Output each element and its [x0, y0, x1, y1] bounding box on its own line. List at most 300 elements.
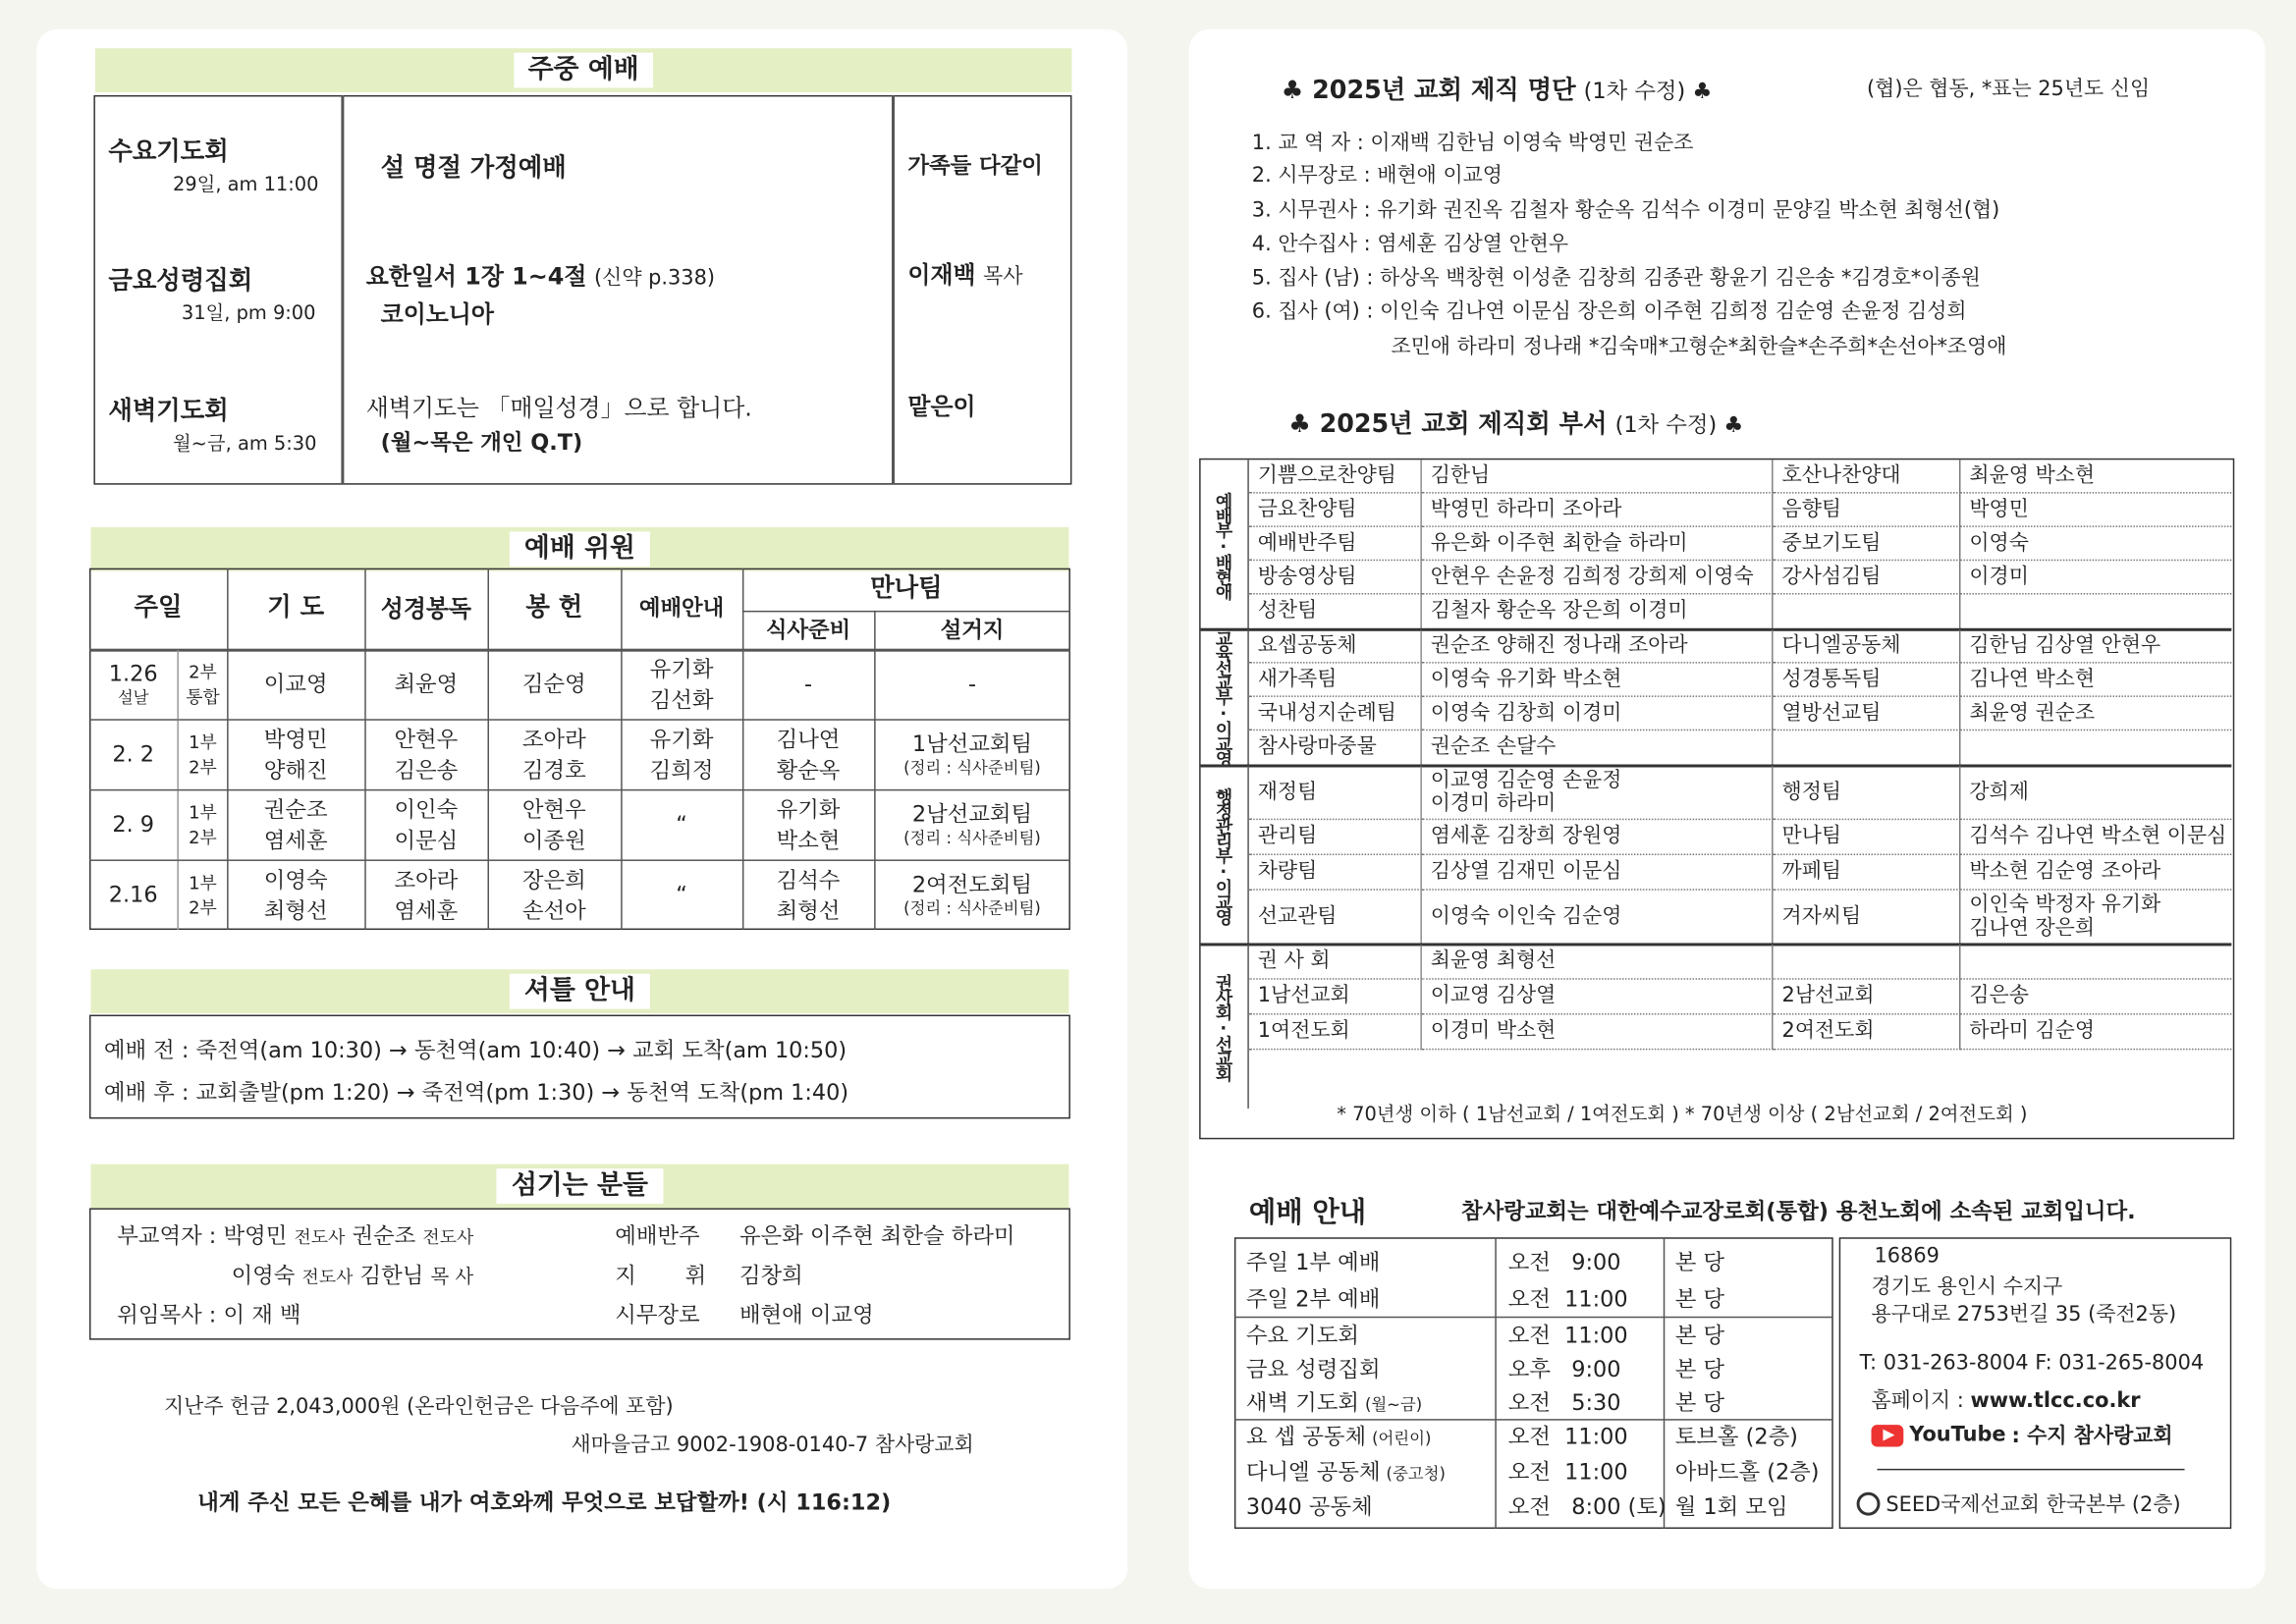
shuttle-title: 셔틀 안내	[510, 974, 650, 1009]
service-note: (월~금)	[1364, 1395, 1423, 1415]
offering: 안현우	[521, 796, 586, 824]
row-dishes	[874, 790, 1070, 859]
row-date	[89, 721, 177, 789]
meal: -	[803, 671, 813, 698]
dept-cell-text: 성찬팀	[1257, 599, 1318, 623]
divider	[892, 95, 894, 485]
dept-cell	[1774, 494, 1961, 527]
row-date	[89, 790, 177, 859]
row-meal	[742, 721, 874, 789]
dept-cell-text: 성경통독팀	[1781, 668, 1882, 691]
vline	[1664, 1237, 1665, 1529]
fri-name: 금요성령집회	[108, 266, 253, 297]
dept-cell	[1960, 820, 2231, 855]
dept-cell	[1422, 766, 1774, 820]
dept-cell-text: 국내성지순례팀	[1257, 701, 1396, 726]
dept-cell-text: 김한님	[1430, 463, 1491, 488]
service-name	[1246, 1282, 1380, 1313]
meal: 최형선	[776, 896, 841, 924]
row-meal	[742, 650, 874, 719]
prayer: 염세훈	[263, 826, 328, 853]
row-meal	[742, 790, 874, 859]
contact-divider	[1877, 1469, 2184, 1470]
reading: 이인숙	[394, 796, 459, 824]
row-meal	[742, 861, 874, 930]
seed-line	[1857, 1489, 2181, 1519]
guide: 유기화	[649, 727, 714, 753]
service-label: 주일 2부 예배	[1245, 1285, 1381, 1313]
roster-line: 3. 시무권사 : 유기화 권진옥 김철자 황순옥 김석수 이경미 문양길 박소현 최형선(협)	[1251, 198, 2000, 223]
wed-name: 수요기도회	[108, 137, 229, 168]
service-label: 금요 성령집회	[1245, 1356, 1381, 1382]
dept-cell	[1960, 945, 2231, 980]
dept-cell	[1960, 460, 2231, 493]
dept-cell-text: 유은화 이주현 최한슬 하라미	[1430, 531, 1688, 556]
dept-cell-text: 이인숙 박정자 유기화 김나연 장은희	[1969, 893, 2161, 941]
service: 통합	[186, 685, 220, 707]
dept-cell-text: 박영민	[1969, 498, 2029, 521]
dept-cell-text: 김철자 황순옥 장은희 이경미	[1430, 599, 1688, 623]
row-services	[177, 650, 227, 719]
prayer: 박영민	[263, 727, 328, 753]
dept-cell-text: 기쁨으로찬양팀	[1257, 463, 1396, 488]
roster-line: 조민애 하라미 정나래 *김숙매*고형순*최한슬*손주희*손선아*조영애	[1391, 335, 2007, 359]
dept-cell-text: 이영숙 유기화 박소현	[1430, 668, 1622, 691]
service-time: 오전 11:00	[1507, 1458, 1628, 1486]
row-dishes	[874, 861, 1070, 930]
reading: 최윤영	[394, 671, 459, 698]
dept-cell-text: 이경미	[1969, 565, 2029, 589]
row-services	[177, 861, 227, 930]
dept-cell	[1249, 980, 1422, 1015]
cond-label: 지 휘	[615, 1262, 707, 1289]
dept-cell-text: 겨자씨팀	[1781, 904, 1862, 929]
elder: 배현애 이교영	[738, 1301, 874, 1328]
dept-cell-text: 다니엘공동체	[1781, 633, 1901, 658]
service-name	[1246, 1353, 1381, 1383]
offering: 장은희	[521, 867, 586, 894]
dept-cell	[1249, 891, 1422, 945]
service: 2부	[189, 896, 217, 918]
hdr-prayer: 기 도	[267, 593, 325, 623]
dept-cell	[1422, 494, 1774, 527]
row-offering	[488, 790, 622, 859]
dishes: 2여전도회팀	[911, 871, 1033, 898]
dept-cell	[1960, 595, 2231, 630]
dept-cell	[1774, 945, 1961, 980]
roster-line: 6. 집사 (여) : 이인숙 김나연 이문심 장은희 이주현 김희정 김순영 손윤정 김성희	[1251, 299, 1967, 324]
fri-leader-title: 목사	[983, 264, 1023, 289]
row-guide	[621, 790, 742, 859]
seed: SEED국제선교회 한국본부 (2층)	[1886, 1493, 2181, 1518]
youtube-line[interactable]	[1871, 1421, 2172, 1450]
dept-cell	[1422, 460, 1774, 493]
dishes: 2남선교회팀	[911, 800, 1033, 828]
hdr-dishes: 설거지	[940, 616, 1005, 643]
dept-cell-text: 이교영 김순영 손윤정 이경미 하라미	[1430, 768, 1622, 816]
dept-cell	[1774, 855, 1961, 891]
home-url[interactable]: www.tlcc.co.kr	[1970, 1389, 2141, 1414]
offering-line1: 지난주 헌금 2,043,000원 (온라인헌금은 다음주에 포함)	[163, 1395, 674, 1420]
roster-line: 5. 집사 (남) : 하상옥 백창현 이성춘 김창희 김종관 황윤기 김은송 *김경호*이종원	[1251, 266, 1981, 291]
dept-cell	[1249, 820, 1422, 855]
dawn-content2: (월~목은 개인 Q.T)	[380, 428, 583, 456]
dept-cell-text: 이영숙 이인숙 김순영	[1430, 904, 1622, 929]
assoc-label: 부교역자 :	[117, 1222, 217, 1250]
dept-cell	[1960, 527, 2231, 561]
dept-cell	[1960, 561, 2231, 594]
dawn-leader: 맡은이	[907, 392, 976, 421]
dept-cell-text: 권순조 손달수	[1430, 735, 1557, 760]
dept-cell-text: 호산나찬양대	[1781, 463, 1901, 488]
row-dishes	[874, 721, 1070, 789]
dept-cell	[1422, 1015, 1774, 1051]
dept-cell-text: 음향팀	[1781, 498, 1842, 521]
prayer: 이영숙	[263, 867, 328, 894]
service: 2부	[189, 756, 217, 778]
offering: 손선아	[521, 896, 586, 924]
dawn-time: 월~금, am 5:30	[172, 433, 317, 456]
dept-cell	[1774, 561, 1961, 594]
dept-cell	[1960, 494, 2231, 527]
roster-title: ♣ 2025년 교회 제직 명단	[1281, 76, 1576, 106]
emeritus: 이 재 백	[223, 1301, 301, 1328]
dept-cell-text: 김나연 박소현	[1969, 668, 2096, 691]
dept-cell-text: 하라미 김순영	[1969, 1019, 2096, 1044]
vline	[1495, 1237, 1496, 1529]
assoc4: 김한님	[359, 1262, 424, 1289]
dept-cell	[1249, 460, 1422, 493]
row-reading	[364, 721, 487, 789]
dept-cell	[1422, 697, 1774, 731]
roster-line: 4. 안수집사 : 염세훈 김상열 안현우	[1251, 233, 1569, 256]
roster-line: 2. 시무장로 : 배현애 이교영	[1251, 164, 1503, 188]
dept-cell-text: 강사섬김팀	[1781, 565, 1882, 589]
zip: 16869	[1874, 1244, 1940, 1269]
row-prayer	[227, 861, 364, 930]
prayer: 양해진	[263, 756, 328, 784]
dept-cell	[1249, 855, 1422, 891]
dept-cell	[1774, 980, 1961, 1015]
dept-cell-text: 박소현 김순영 조아라	[1969, 860, 2161, 884]
assoc-line2	[232, 1260, 474, 1290]
dept-cell-text: 예배반주팀	[1257, 531, 1357, 556]
dishes-note: (정리 : 식사준비팀)	[903, 829, 1041, 848]
service-label: 주일 1부 예배	[1245, 1249, 1381, 1276]
dept-cell	[1249, 527, 1422, 561]
dept-cell-text: 김석수 김나연 박소현 이문심	[1969, 825, 2227, 849]
shuttle-after: 예배 후 : 교회출발(pm 1:20) → 죽전역(pm 1:30) → 동천역 도착(pm 1:40)	[103, 1079, 849, 1107]
dept-cell	[1774, 527, 1961, 561]
committee-title: 예배 위원	[510, 531, 650, 567]
dept-cell-text: 중보기도팀	[1781, 531, 1882, 556]
fri-scripture: 요한일서 1장 1~4절	[365, 261, 587, 291]
depts-title: ♣ 2025년 교회 제직회 부서	[1288, 409, 1608, 440]
date: 2. 9	[112, 811, 155, 839]
service-name	[1246, 1455, 1446, 1486]
service-label: 수요 기도회	[1245, 1322, 1359, 1349]
dawn-name: 새벽기도회	[108, 397, 229, 426]
dishes: 1남선교회팀	[911, 731, 1033, 757]
reading: 이문심	[394, 826, 459, 853]
dept-group-label: 교육선교부·이교영	[1201, 629, 1249, 766]
servants-header	[90, 1164, 1068, 1209]
dept-cell-text: 이영숙 김창희 이경미	[1430, 701, 1622, 726]
service-name	[1246, 1421, 1432, 1451]
home-label: 홈페이지 :	[1871, 1389, 1971, 1414]
dept-cell-text: 행정팀	[1781, 780, 1842, 804]
prayer: 권순조	[263, 796, 328, 824]
row-prayer	[227, 721, 364, 789]
service-name	[1246, 1320, 1359, 1350]
dept-cell-text: 강희제	[1969, 780, 2029, 804]
service-place: 토브홀 (2층)	[1674, 1423, 1798, 1450]
dept-cell	[1249, 494, 1422, 527]
row-guide	[621, 861, 742, 930]
youtube-label: YouTube	[1909, 1423, 2006, 1447]
divider	[341, 95, 343, 485]
dept-cell	[1249, 664, 1422, 697]
dept-cell	[1422, 731, 1774, 766]
dawn-content1: 새벽기도는 「매일성경」으로 합니다.	[365, 394, 752, 422]
hdr-reading: 성경봉독	[380, 594, 471, 623]
service-note: (중고청)	[1386, 1464, 1446, 1484]
dept-cell	[1422, 664, 1774, 697]
dept-cell-text: 김한님 김상열 안현우	[1969, 633, 2161, 658]
depts-subtitle: (1차 수정) ♣	[1614, 411, 1744, 438]
dept-cell	[1422, 595, 1774, 630]
dept-cell	[1249, 697, 1422, 731]
row-prayer	[227, 650, 364, 719]
weekly-header	[95, 48, 1071, 92]
dept-cell	[1774, 731, 1961, 766]
dept-cell	[1774, 697, 1961, 731]
guide: 유기화	[649, 656, 714, 683]
dept-cell	[1249, 561, 1422, 594]
dept-cell	[1249, 1015, 1422, 1051]
addr2: 용구대로 2753번길 35 (죽전2동)	[1871, 1303, 2177, 1327]
dept-cell	[1774, 891, 1961, 945]
dept-cell	[1774, 629, 1961, 663]
dishes-note: (정리 : 식사준비팀)	[903, 899, 1041, 919]
dept-cell-text: 김상열 김재민 이문심	[1430, 860, 1622, 884]
fri-ref: (신약 p.338)	[594, 266, 716, 291]
service-place: 본 당	[1674, 1249, 1725, 1276]
dishes-note: (정리 : 식사준비팀)	[903, 758, 1041, 779]
dept-cell	[1960, 891, 2231, 945]
info-affil: 참사랑교회는 대한예수교장로회(통합) 용천노회에 소속된 교회입니다.	[1461, 1197, 2136, 1224]
row-reading	[364, 650, 487, 719]
dept-cell-text: 선교관팀	[1257, 904, 1338, 929]
row-date	[89, 650, 177, 719]
reading: 조아라	[394, 867, 459, 894]
offering-line2: 새마을금고 9002-1908-0140-7 참사랑교회	[571, 1434, 974, 1457]
dept-cell-text: 이경미 박소현	[1430, 1019, 1557, 1044]
dept-cell-text: 요셉공동체	[1257, 633, 1357, 658]
dept-cell	[1422, 629, 1774, 663]
dept-cell	[1960, 731, 2231, 766]
service-time: 오전 11:00	[1507, 1423, 1628, 1450]
dept-cell-text: 이교영 김상열	[1430, 984, 1557, 1008]
row-date	[89, 861, 177, 930]
service-place: 본 당	[1674, 1356, 1725, 1382]
depts-title-line	[1288, 403, 1743, 439]
seed-logo-icon	[1857, 1492, 1881, 1516]
fri-time: 31일, pm 9:00	[181, 302, 316, 326]
wed-content: 설 명절 가정예배	[380, 153, 567, 184]
date: 2.16	[108, 882, 158, 909]
meal: 유기화	[776, 796, 841, 824]
dept-cell-text: 염세훈 김창희 장원영	[1430, 825, 1622, 849]
offering: 이종원	[521, 826, 586, 853]
prayer: 최형선	[263, 896, 328, 924]
guide: “	[676, 882, 687, 909]
dept-cell	[1249, 945, 1422, 980]
fri-theme: 코이노니아	[380, 299, 494, 329]
youtube-icon	[1871, 1424, 1903, 1445]
dept-cell	[1774, 766, 1961, 820]
offering: 김경호	[521, 756, 586, 784]
dept-cell-text: 재정팀	[1257, 780, 1318, 804]
row-dishes	[874, 650, 1070, 719]
dept-cell	[1960, 855, 2231, 891]
committee-header	[90, 527, 1068, 571]
service-time: 오전 5:30	[1507, 1389, 1621, 1417]
emeritus-label: 위임목사 :	[117, 1301, 217, 1328]
dept-cell	[1774, 595, 1961, 630]
dept-cell-text: 방송영상팀	[1257, 565, 1357, 589]
dept-cell	[1422, 945, 1774, 980]
fri-leader	[907, 256, 1022, 290]
dept-cell-text: 김은송	[1969, 984, 2029, 1008]
dept-cell-text: 최윤영 박소현	[1969, 463, 2096, 488]
service-time: 오전 11:00	[1507, 1322, 1628, 1349]
dept-group-label: 권사회·선교회	[1201, 945, 1249, 1109]
dept-cell	[1249, 731, 1422, 766]
fri-leader-name: 이재백	[907, 260, 976, 289]
reading: 염세훈	[394, 896, 459, 924]
service-label: 요 셉 공동체	[1245, 1423, 1367, 1450]
hdr-meal: 식사준비	[765, 616, 851, 643]
service-label: 새벽 기도회	[1245, 1389, 1359, 1417]
service: 1부	[189, 802, 217, 824]
dept-cell	[1960, 1015, 2231, 1051]
service-place: 아바드홀 (2층)	[1674, 1458, 1820, 1486]
guide: 김희정	[649, 756, 714, 784]
dept-group-label: 예배부·배현애	[1201, 460, 1249, 629]
service: 1부	[189, 732, 217, 754]
service-note: (어린이)	[1372, 1429, 1432, 1448]
assoc1-title: 전도사	[294, 1226, 346, 1248]
dept-cell	[1774, 820, 1961, 855]
elder-label: 시무장로	[615, 1301, 700, 1328]
assoc3-title: 전도사	[301, 1267, 354, 1287]
dept-cell	[1422, 820, 1774, 855]
dept-cell-text: 만나팀	[1781, 825, 1842, 849]
date-sub: 설날	[117, 688, 149, 708]
assoc1: 박영민	[223, 1222, 288, 1250]
dept-cell	[1422, 891, 1774, 945]
home-line	[1871, 1385, 2140, 1415]
hline	[1234, 1317, 1833, 1318]
assoc2: 권순조	[352, 1222, 416, 1250]
row-reading	[364, 790, 487, 859]
offering: 조아라	[521, 727, 586, 753]
service: 2부	[189, 662, 217, 683]
meal: 황순옥	[776, 756, 841, 784]
guide: 김선화	[649, 685, 714, 713]
service-place: 본 당	[1674, 1285, 1725, 1313]
tel: T: 031-263-8004 F: 031-265-8004	[1859, 1351, 2205, 1376]
info-title: 예배 안내	[1248, 1196, 1367, 1229]
dept-cell	[1960, 697, 2231, 731]
dept-cell	[1249, 595, 1422, 630]
dept-cell-text: 참사랑마중물	[1257, 735, 1377, 760]
dishes: -	[967, 671, 977, 698]
row-guide	[621, 650, 742, 719]
roster-line: 1. 교 역 자 : 이재백 김한님 이영숙 박영민 권순조	[1251, 132, 1694, 156]
dept-cell-text: 안현우 손윤정 김희정 강희제 이영숙	[1430, 565, 1754, 589]
service-time: 오전 8:00 (토)	[1507, 1493, 1667, 1521]
offering: 김순영	[521, 671, 586, 698]
dept-cell-text: 1남선교회	[1257, 984, 1350, 1008]
hdr-guide: 예배안내	[638, 595, 725, 622]
row-offering	[488, 650, 622, 719]
dept-cell	[1960, 629, 2231, 663]
dept-cell-text: 2남선교회	[1781, 984, 1875, 1008]
roster-subtitle: (1차 수정) ♣	[1583, 78, 1713, 104]
service-time: 오전 11:00	[1507, 1285, 1628, 1313]
row-prayer	[227, 790, 364, 859]
dept-cell-text: 새가족팀	[1257, 668, 1338, 691]
band: 유은화 이주현 최한슬 하라미	[738, 1222, 1015, 1250]
hdr-manna: 만나팀	[870, 573, 943, 604]
service-place: 본 당	[1674, 1389, 1725, 1417]
dept-cell	[1422, 561, 1774, 594]
dept-cell-text: 최윤영 최형선	[1430, 949, 1557, 973]
dept-cell-text: 이영숙	[1969, 531, 2029, 556]
service: 2부	[189, 826, 217, 847]
date: 2. 2	[112, 741, 155, 769]
dept-cell-text: 차량팀	[1257, 860, 1318, 884]
row-services	[177, 790, 227, 859]
roster-note: (협)은 협동, *표는 25년도 신임	[1867, 78, 2151, 101]
dept-cell-text: 1여전도회	[1257, 1019, 1350, 1044]
assoc3: 이영숙	[231, 1262, 296, 1289]
cond: 김창희	[738, 1262, 803, 1289]
service-label: 다니엘 공동체	[1245, 1458, 1381, 1486]
youtube-channel: : 수지 참사랑교회	[2011, 1425, 2173, 1448]
verse: 내게 주신 모든 은혜를 내가 여호와께 무엇으로 보답할까! (시 116:12)	[197, 1489, 892, 1516]
service-time: 오후 9:00	[1507, 1356, 1621, 1382]
meal: 박소현	[776, 826, 841, 853]
dept-cell-text: 관리팀	[1257, 825, 1318, 849]
dept-cell-text: 금요찬양팀	[1257, 498, 1357, 521]
dept-cell	[1422, 527, 1774, 561]
dept-cell-text: 2여전도회	[1781, 1019, 1875, 1044]
dept-cell	[1249, 629, 1422, 663]
service-time: 오전 9:00	[1507, 1249, 1621, 1276]
dept-cell	[1774, 1015, 1961, 1051]
wed-leader: 가족들 다같이	[907, 152, 1043, 179]
roster-title-line	[1282, 69, 1713, 105]
meal: 김석수	[776, 867, 841, 894]
service-name	[1246, 1490, 1373, 1521]
hdr-offering: 봉 헌	[525, 593, 583, 623]
dept-cell	[1774, 460, 1961, 493]
assoc-line1	[117, 1219, 473, 1250]
assoc2-title: 전도사	[422, 1226, 474, 1248]
